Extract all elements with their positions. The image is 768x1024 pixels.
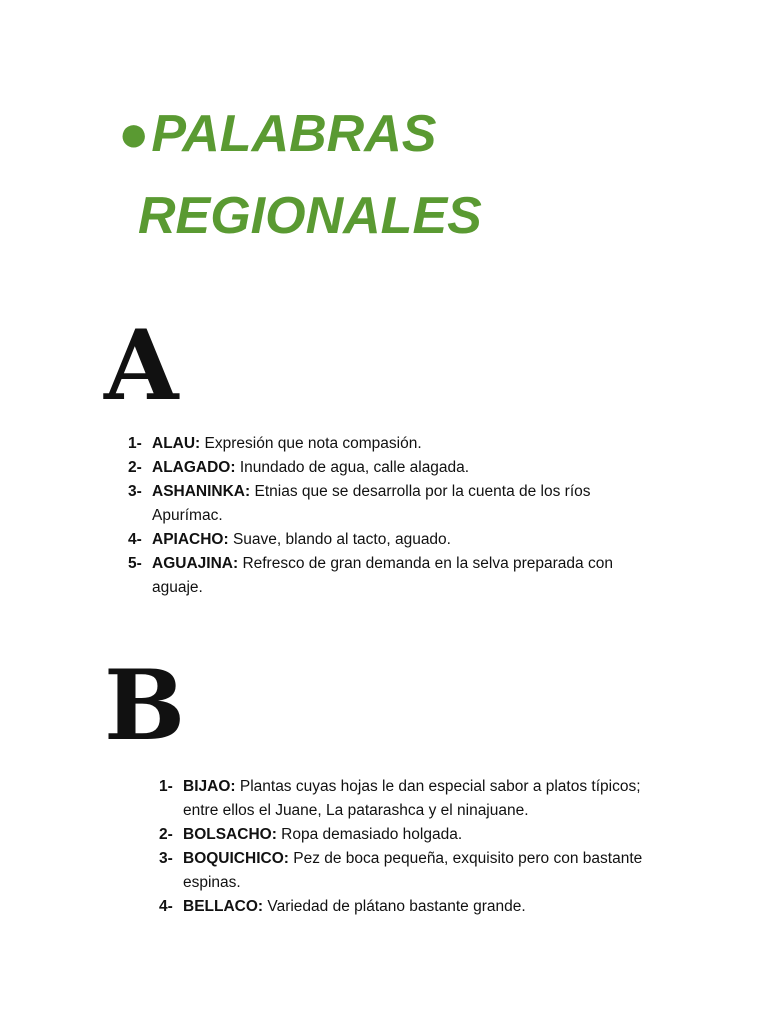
entry-term: APIACHO: [152,531,229,548]
list-item [159,847,679,895]
bullet-icon: ● [118,105,150,163]
entry-number: 3- [159,850,173,867]
entry-definition: Refresco de gran demanda en la selva preparada con aguaje. [152,555,613,596]
entry-definition: Etnias que se desarrolla por la cuenta de los ríos Apurímac. [152,483,591,524]
entry-term: ALAGADO: [152,459,236,476]
entry-term: AGUAJINA: [152,555,239,572]
list-item [128,456,648,480]
entry-number: 4- [159,898,173,915]
entry-number: 3- [128,483,142,500]
entry-term: BOLSACHO: [183,826,277,843]
list-item [128,480,648,528]
entry-term: BIJAO: [183,778,236,795]
entry-list-a [128,432,648,600]
page-title-line-2: REGIONALES [138,187,482,245]
entry-term: BELLACO: [183,898,264,915]
entry-definition: Pez de boca pequeña, exquisito pero con bastante espinas. [183,850,643,891]
entry-definition: Plantas cuyas hojas le dan especial sabor a platos típicos; entre ellos el Juane, La patarashca y el ninajuane. [183,778,641,819]
entry-definition: Ropa demasiado holgada. [281,826,463,843]
page-title-text-1: PALABRAS [151,105,437,163]
entry-term: ASHANINKA: [152,483,251,500]
section-letter-b: B [104,649,186,762]
list-item [128,552,648,600]
entry-number: 1- [159,778,173,795]
list-item [128,528,648,552]
entry-number: 2- [128,459,142,476]
entry-term: BOQUICHICO: [183,850,289,867]
entry-definition: Variedad de plátano bastante grande. [267,898,526,915]
list-item [159,895,679,919]
page-title-line-1 [118,105,437,163]
list-item [128,432,648,456]
entry-number: 5- [128,555,142,572]
entry-number: 4- [128,531,142,548]
entry-term: ALAU: [152,435,201,452]
entry-definition: Inundado de agua, calle alagada. [239,459,470,476]
section-letter-a: A [104,309,179,422]
entry-list-b [159,775,679,919]
list-item [159,823,679,847]
list-item [159,775,679,823]
entry-number: 2- [159,826,173,843]
entry-definition: Suave, blando al tacto, aguado. [232,531,451,548]
entry-definition: Expresión que nota compasión. [204,435,422,452]
entry-number: 1- [128,435,142,452]
